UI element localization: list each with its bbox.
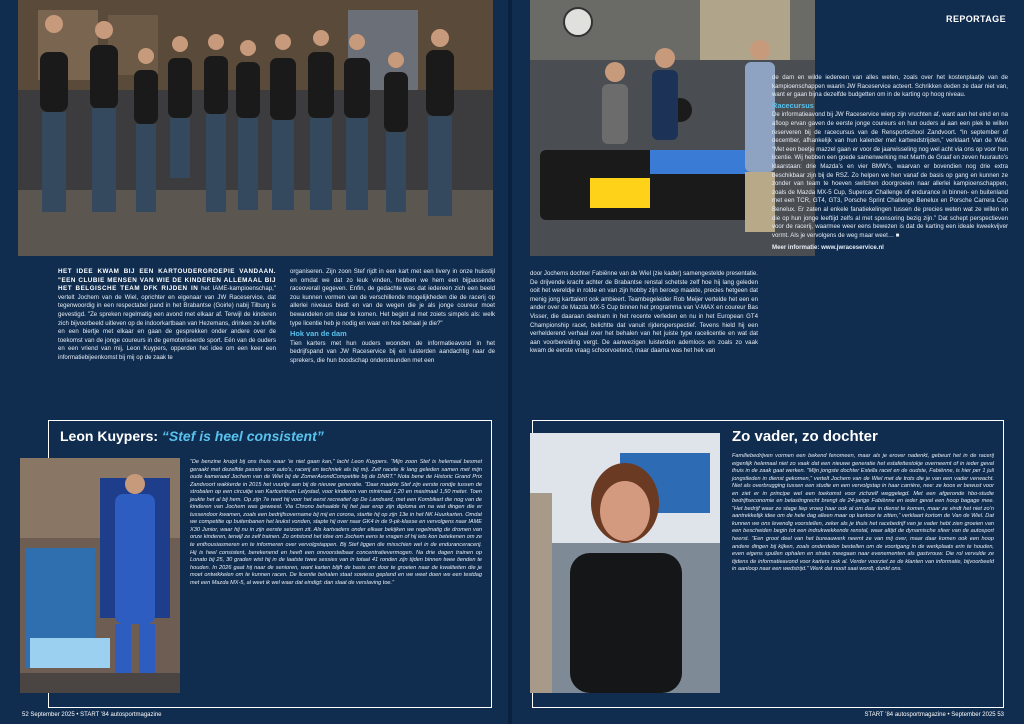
right-col1-text: door Jochems dochter Fabiënne van de Wiel (zie kader) samengestelde presentatie. De drijvende kracht achter de Brabantse renstal schetste zelf hoe hij lang geleden ooit het wereldje in rolde en van zijn hobby zijn beroep maakte, precies hetgeen dat menig jong karttalent ook ambieert. Teambegeleider Rob Meijer vertelde het een en ander over de Mazda MX-5 Cup binnen het programma van V-MAX en coureur Bas Visser, die daaraan deelnam in het recente verleden en nu in het European GT4 Championship racet, belichtte dat vanuit rijdersperspectief. Tevens hield hij een verhelderend verhaal over het behalen van het juiste type racelicentie en wat dat aan voorbereiding vergt. De aanwezigen luisterden ademloos en zoals zo vaak kwam de eerste vraag schoorvoetend, maar daarna was het hek van: [530, 270, 758, 355]
stef-kart-illustration: [20, 458, 180, 693]
left-footer: 52 September 2025 • START ’84 autosportmagazine: [22, 712, 162, 718]
subheading-hok-van-de-dam: Hok van de dam: [290, 329, 347, 339]
right-col2-paragraph-2: De informatieavond bij JW Raceservice wierp zijn vruchten af, want aan het eind en na afloop ervan gaven de eerste jonge coureurs en hun ouders al aan een plek te willen reserveren bij de racecursus van de Rensportschool Zandvoort. “In september of december, afhankelijk van hun kalender met kartwedstrijden,” verklaart Van de Wiel. “Met een beetje mazzel gaan er voor de jaarwisseling nog wel acht via ons op voor hun licentie. Wij hebben een goede samenwerking met Marth de Graaf en zeven huurauto’s klaarstaan: drie Mazda’s en vier BMW’s, waarvan er bovendien nog drie extra beschikbaar zijn bij de RSZ. Zo helpen we hen vanaf de basis op gang en kunnen ze zonder van team te hoeven switchen doorgroeien naar allerlei kampioenschappen, zoals de Mazda MX-5 Cup, Supercar Challenge of endurance in binnen- en buitenland met een TCR, GT4, GT3, Porsche Sprint Challenge Benelux en Porsche Carrera Cup Benelux. Er zaten al enkele fanatiekelingen tussen de precies weten wat ze willen en die op hun jonge leeftijd zelfs al met sponsoring bezig zijn.” Dat schept perspectieven voor de racerij, waarmee weer eens bewezen is dat de karting een ideale kweekvijver vormt. Als je vervolgens de weg maar weet… ■: [772, 111, 1008, 239]
left-col2-paragraph-1: organiseren. Zijn zoon Stef rijdt in een kart met een livery in onze huisstijl en omdat we dat zo leuk vinden, hebben we hem een bijpassende raceoverall gegeven. Enfin, de gedachte was dat iedereen zich een beeld zou kunnen vormen van de verschillende mogelijkheden die de racerij op allerlei niveaus biedt en van de wegen die je als jonge coureur moet bewandelen om daar te komen. Het begint al met zoiets simpels als: welk type licentie heb je nodig en waar en hoe behaal je die?": [290, 268, 495, 327]
left-column-1: [58, 268, 276, 363]
right-page: [512, 0, 1024, 724]
right-column-1: [530, 270, 758, 356]
subheading-racecursus: Racecursus: [772, 100, 814, 110]
leon-box-name: Leon Kuypers:: [60, 428, 159, 444]
group-photo: [18, 0, 493, 256]
zo-vader-title: Zo vader, zo dochter: [732, 428, 878, 445]
left-column-2: [290, 268, 495, 366]
leon-box-title: [60, 428, 324, 444]
zo-vader-text: Familiebedrijven vormen een bekend fenomeen, maar als je erover nadenkt, gebeurt het in de racerij eigenlijk helemaal niet zo vaak dat een nieuwe generatie het estafettestokje overneemt of in ieder geval thuis in de zaak gaat werken. “Mijn jongste dochter Estella racet en de oudste, Fabiënne, is hier per 1 juli jongstleden in dienst gekomen,” vertelt Jochem van de Wiel met de trots die je van een vader verwacht. Niet als overbrugging tussen een studie en een vervolgstap in haar carrière, nee: ze koos er bewust voor en ziet er in principe wel een toekomst voor zichzelf weggelegd. Met een afgeronde hbo-studie bedrijfseconomie en belastingrecht brengt de 24-jarige Fabiënne en ieder geval een hoop bagage mee. “Het bedrijf waar ze stage liep vroeg haar ook al om daar in dienst te komen, maar ze vindt het niet zo’n aantrekkelijk idee om de hele dag alleen maar op kantoor te zitten,” verklaart kortom de Van de Wiel. Dat kunnen we ons levendig voorstellen, zeker als je thuis het racebedrijf van je vader hebt zien groeien van een bescheiden begin tot een indrukwekkende renstal, waar altijd de dynamische sfeer van de autosport heerst. “Een groot deel van het bureauwerk neemt ze van mij over, maar daar komen ook een hoop andere dingen bij kijken, zoals onderdelen bestellen om de voortgang in de werkplaats erin te houden, even eigens spullen ophalen en straks meegaan naar evenementen als gastvrouw. Die rol vervulde ze tijdens de informatieavond voor karters ook al. Verder voorziet ze de klanten van informatie, bijvoorbeeld in aanloop naar een wedstrijd.” Werk dat nooit saai wordt, dunkt ons.: [732, 453, 994, 573]
left-col2-paragraph-2: Tien karters met hun ouders woonden de informatieavond in het bedrijfspand van JW Raceservice bij en luisterden aandachtig naar de sprekers, die hun boodschap ondersteunden met een: [290, 339, 495, 364]
section-label: REPORTAGE: [946, 14, 1006, 24]
left-col1-text: het IAME-kampioenschap," vertelt Jochem van de Wiel, oprichter en eigenaar van JW Raceservice, dat tegenwoordig in een respectabel pand in het Brabantse (Goirle) nabij Tilburg is gevestigd. "Ze spreken regelmatig een avond met elkaar af. Terwijl de kinderen zich bijvoorbeeld uitleven op de indoorkartbaan van Hezemans, drinken ze koffie en een biertje met elkaar en gaan de gesprekken onder andere over de toekomst van de jonge coureurs in de gemotoriseerde sport. Eén van de ouders en een vriend van mij, Leon Kuypers, opperden het idee om een keer een informatiebijeenkomst bij mij op de zaak te: [58, 285, 277, 361]
right-column-2: [772, 74, 1008, 253]
more-info: Meer informatie: www.jwraceservice.nl: [772, 244, 884, 252]
stef-kart-photo: [20, 458, 180, 693]
leon-box-text: “De benzine kruipt bij ons thuis waar ‘ie niet gaan kan,” lacht Leon Kuypers. “Mijn zoon Stef is helemaal besmet geraakt met dezelfde passie voor auto’s, racerij en techniek als bij mij. Zelf racete ik lang geleden samen met mijn oude kameraad Jochem van de Wiel bij de ZomerAvondCompetitie bij de DNRT.” Nota bene de Historic Grand Prix Zandvoort wakkerde in 2015 het vuurtje aan bij de nieuwe generatie. “Daar maakte Stef zijn eerste rondje tussen de strobalen op een circuitje van Kartcentrum Lelystad, voor kinderen van minimaal 1,20 en maximaal 1,50 meter. Toen jeukte het al bij hem. Op zijn 7e reed hij voor het eerst recreatief op De Landsard, met een Kombikart die nog van de kinderen van Jochem was geweest. Via Chrono behaalde hij het jaar erop zijn diploma en na wat dingen die er tussendoor kwamen, zoals een bedrijfsovername bij mij en corona, startte hij op zijn 13e in het NK Huurkarten. Omdat we competitie op buitenbanen het leukst vonden, stapte hij over naar GK4 in de 9-pk-klasse en vervolgens naar IAME X30 Junior, waar hij nu in zijn eerste seizoen zit. Als kartvaders onder elkaar bekijken we regelmatig de dromen van onze kinderen, terwijl ze zelf trainen. Zo ontstond het idee om Jochem eens te vragen of hij iets kon betekenen om ze te enthousiasmeren en te informeren over vervolgstappen. Bij Stef liggen die misschien wel in de enduranceracerij. Hij is heel consistent, berekenend en heeft een onvoorstelbaar concentratievermogen. Na drie dagen trainen op Lonato bij 25, 30 graden wist hij in de laatste twee sessies van in totaal 41 ronden zijn tijden binnen twee tienden te houden. In 2026 gaat hij naar de senioren, want karten blijft de basis om door te groeien naar de kwaliteiten die je moet ontwikkelen om te kunnen racen. De licentie behalen staat sowieso gepland en we weet doen we een testdag met een Mazda MX-5, al weet ik wel waar dat eindigt: dan slaat de verslaving toe.”: [190, 459, 482, 586]
right-col2-paragraph-1: de dam en wilde iedereen van alles weten, zoals over het kostenplaatje van de kampioenschappen waarin JW Raceservice acteert. Schrikken deden ze daar niet van, want er gaan bijna dezelfde budgetten om in de karting op hoog niveau.: [772, 74, 1008, 99]
right-footer: START ’84 autosportmagazine • September 2025 53: [864, 712, 1004, 718]
group-photo-illustration: [18, 0, 493, 256]
fabienne-photo: [530, 433, 720, 693]
fabienne-illustration: [530, 433, 720, 693]
intro-caps: HET IDEE KWAM BIJ EEN KARTOUDERGROEPIE VANDAAN. "EEN CLUBIE MENSEN VAN WIE DE KINDEREN ALLEMAAL BIJ HET BELGISCHE TEAM DFK RIJDEN IN: [58, 268, 276, 293]
leon-box-quote: “Stef is heel consistent”: [161, 428, 324, 444]
